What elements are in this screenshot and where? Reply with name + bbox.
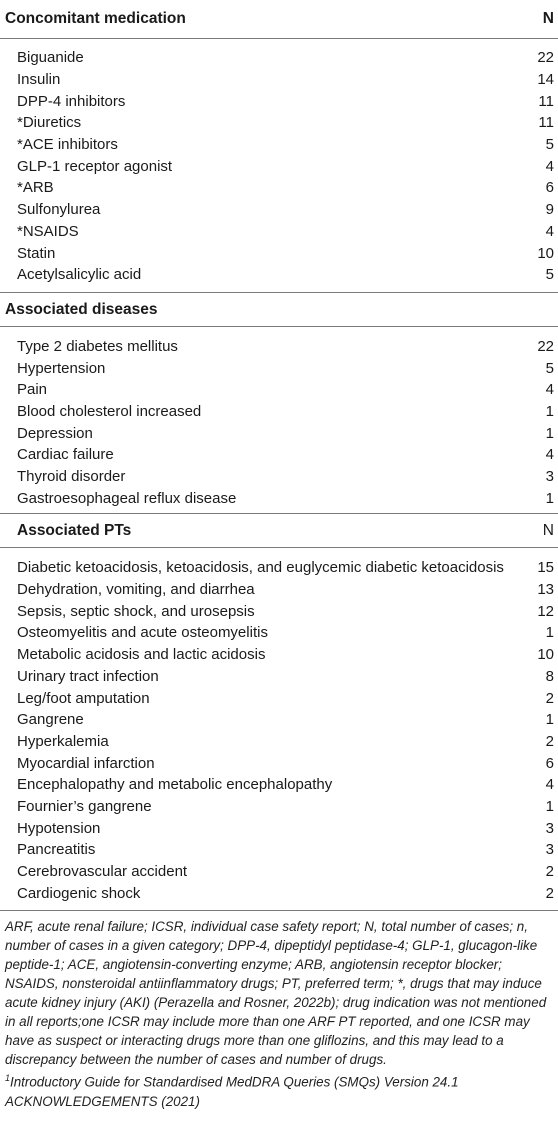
pts-header-n: N	[542, 521, 554, 539]
pt-row-name: Encephalopathy and metabolic encephalopathy	[17, 776, 333, 794]
medication-row-count: 11	[538, 114, 554, 132]
disease-row-count: 1	[545, 489, 554, 507]
pt-row	[0, 709, 558, 731]
pt-row-count: 3	[545, 819, 554, 837]
pt-row	[0, 774, 558, 796]
medication-row	[0, 221, 558, 243]
pt-row-name: Pancreatitis	[17, 841, 96, 859]
medication-row-name: *ARB	[17, 179, 54, 197]
medication-row	[0, 264, 558, 286]
disease-row-count: 4	[545, 446, 554, 464]
pt-row-count: 8	[545, 667, 554, 685]
pt-row-name: Diabetic ketoacidosis, ketoacidosis, and euglycemic diabetic ketoacidosis	[17, 559, 504, 577]
disease-row-count: 1	[545, 424, 554, 442]
pt-row	[0, 752, 558, 774]
medication-row-name: GLP-1 receptor agonist	[17, 157, 173, 175]
medication-row	[0, 155, 558, 177]
medication-row-count: 10	[537, 244, 554, 262]
pt-row-count: 6	[545, 754, 554, 772]
pt-row	[0, 796, 558, 818]
medication-row	[0, 90, 558, 112]
medication-row-name: *NSAIDS	[17, 222, 79, 240]
pt-row-count: 1	[545, 797, 554, 815]
pt-row	[0, 557, 558, 579]
footnote-mark: 1	[5, 1073, 11, 1084]
disease-row-name: Type 2 diabetes mellitus	[17, 337, 178, 355]
medication-row-count: 4	[545, 157, 554, 175]
pt-row-name: Metabolic acidosis and lactic acidosis	[17, 646, 266, 664]
pt-row-name: Osteomyelitis and acute osteomyelitis	[17, 624, 268, 642]
table-notes: ARF, acute renal failure; ICSR, individual case safety report; N, total number of cases; n, number of cases in a given category; DPP-4, dipeptidyl peptidase-4; GLP-1, glucagon-like peptide-1; ACE, angiotensin-converting enzyme; ARB, angiotensin receptor blocker; NSAIDS, nonsteroidal antiinflammatory drugs; PT, preferred term; *, drugs that may induce acute kidney injury (AKI) (Perazella and Rosner, 2022b); drug indication was not mentioned in all reports;one ICSR may include more than one ARF PT reported, and one ICSR may have as suspect or interacting drugs more than one gliflozins, and this may lead to a discrepancy between the number of cases and number of drugs.	[5, 919, 547, 1068]
medication-row-name: Insulin	[17, 71, 61, 89]
pt-row-name: Sepsis, septic shock, and urosepsis	[17, 602, 255, 620]
pt-list	[0, 557, 558, 904]
medication-row	[0, 112, 558, 134]
medication-row-count: 5	[545, 266, 554, 284]
pt-row	[0, 666, 558, 688]
medication-row-name: Sulfonylurea	[17, 201, 101, 219]
pt-row-name: Gangrene	[17, 711, 84, 729]
pt-row	[0, 731, 558, 753]
disease-row-count: 4	[545, 381, 554, 399]
disease-row-count: 22	[537, 337, 554, 355]
disease-row	[0, 444, 558, 466]
disease-row-name: Blood cholesterol increased	[17, 402, 202, 420]
pt-row-name: Leg/foot amputation	[17, 689, 150, 707]
pt-row-count: 3	[545, 841, 554, 859]
pt-row-name: Hyperkalemia	[17, 732, 109, 750]
diseases-title: Associated diseases	[5, 300, 158, 318]
pt-row-name: Fournier’s gangrene	[17, 797, 152, 815]
pt-row-count: 2	[545, 689, 554, 707]
table-header	[0, 0, 558, 38]
pt-row	[0, 644, 558, 666]
medication-list	[0, 47, 558, 286]
medication-row-count: 9	[545, 201, 554, 219]
pt-row-name: Hypotension	[17, 819, 101, 837]
disease-row	[0, 466, 558, 488]
pt-row-count: 2	[545, 732, 554, 750]
medication-row	[0, 242, 558, 264]
medication-row	[0, 177, 558, 199]
header-n: N	[542, 10, 554, 27]
medication-row	[0, 47, 558, 69]
medication-row-name: Statin	[17, 244, 56, 262]
pt-row-name: Cardiogenic shock	[17, 884, 141, 902]
disease-list	[0, 336, 558, 510]
medication-row-count: 4	[545, 222, 554, 240]
medication-row	[0, 69, 558, 91]
table-footnote	[0, 1069, 558, 1110]
pt-row-name: Myocardial infarction	[17, 754, 155, 772]
disease-row	[0, 487, 558, 509]
pt-row-count: 4	[545, 776, 554, 794]
pts-header	[0, 514, 558, 547]
pt-row-count: 13	[537, 581, 554, 599]
disease-row	[0, 379, 558, 401]
disease-row-name: Gastroesophageal reflux disease	[17, 489, 237, 507]
pts-header-label: Associated PTs	[17, 521, 132, 539]
disease-row-name: Cardiac failure	[17, 446, 114, 464]
pt-row-name: Dehydration, vomiting, and diarrhea	[17, 581, 255, 599]
medication-row-count: 5	[545, 136, 554, 154]
pt-row-count: 2	[545, 884, 554, 902]
pt-row	[0, 882, 558, 904]
pt-row	[0, 817, 558, 839]
disease-row-count: 5	[545, 359, 554, 377]
pt-row-name: Urinary tract infection	[17, 667, 159, 685]
pt-row-count: 12	[537, 602, 554, 620]
pt-row	[0, 600, 558, 622]
header-label: Concomitant medication	[5, 10, 186, 27]
medication-row-count: 14	[537, 71, 554, 89]
pt-row-count: 2	[545, 863, 554, 881]
medication-row	[0, 199, 558, 221]
disease-row	[0, 422, 558, 444]
pt-row	[0, 579, 558, 601]
medication-row-name: Biguanide	[17, 49, 84, 67]
disease-row-count: 1	[545, 402, 554, 420]
medication-row-count: 6	[545, 179, 554, 197]
medication-row-name: *ACE inhibitors	[17, 136, 118, 154]
medication-row-count: 11	[538, 92, 554, 110]
pt-row	[0, 622, 558, 644]
pt-row	[0, 687, 558, 709]
medication-row	[0, 134, 558, 156]
disease-row-count: 3	[545, 468, 554, 486]
disease-row-name: Pain	[17, 381, 48, 399]
footnote-line1: Introductory Guide for Standardised MedDRA Queries (SMQs) Version 24.1	[10, 1074, 459, 1090]
disease-row-name: Depression	[17, 424, 93, 442]
disease-row	[0, 336, 558, 358]
medication-row-name: Acetylsalicylic acid	[17, 266, 142, 284]
pt-row-name: Cerebrovascular accident	[17, 863, 188, 881]
medication-row-name: DPP-4 inhibitors	[17, 92, 126, 110]
pt-row	[0, 861, 558, 883]
disease-row-name: Hypertension	[17, 359, 106, 377]
medication-row-count: 22	[537, 49, 554, 67]
pt-row	[0, 839, 558, 861]
footnote-line2: ACKNOWLEDGEMENTS (2021)	[5, 1093, 200, 1109]
pt-row-count: 15	[537, 559, 554, 577]
pt-row-count: 10	[537, 646, 554, 664]
disease-row	[0, 401, 558, 423]
disease-row-name: Thyroid disorder	[17, 468, 126, 486]
disease-row	[0, 357, 558, 379]
medication-row-name: *Diuretics	[17, 114, 82, 132]
pt-row-count: 1	[545, 711, 554, 729]
pt-row-count: 1	[545, 624, 554, 642]
